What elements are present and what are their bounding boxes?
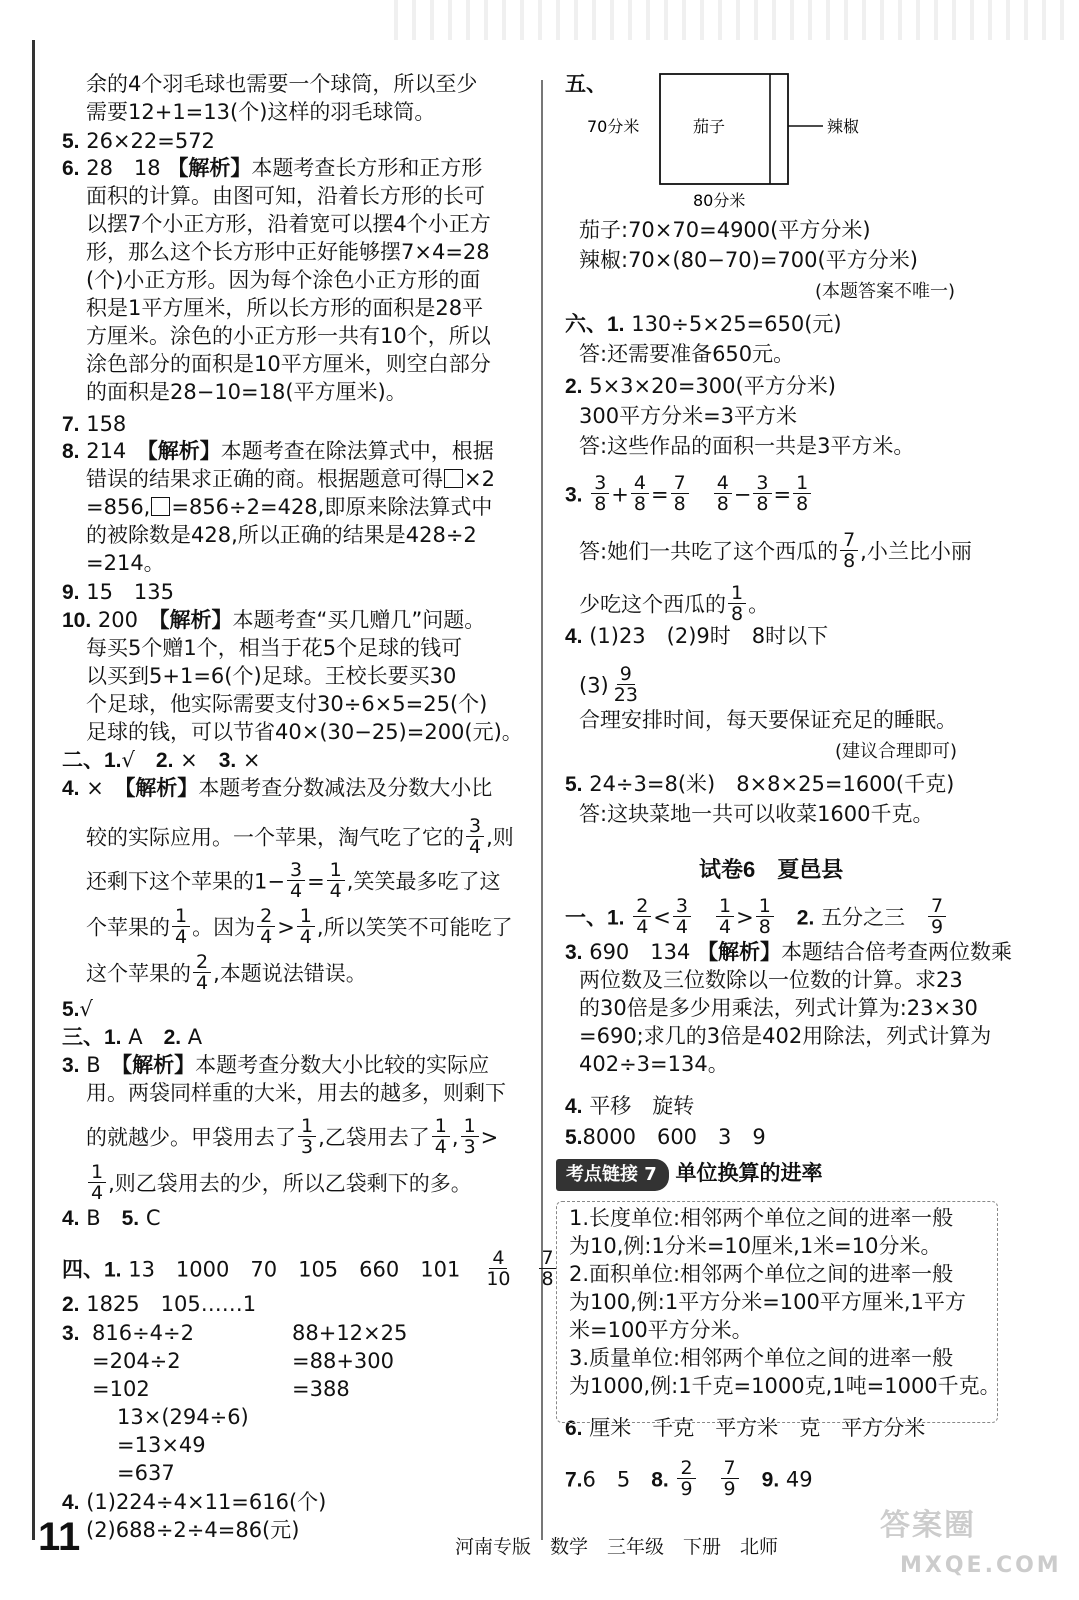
fraction: $\frac{1}{8}$	[756, 896, 774, 937]
text-line: 合理安排时间，每天要保证充足的睡眠。	[579, 708, 957, 732]
test-answer-6: 6. 厘米 千克 平方米 克 平方分米	[565, 1416, 926, 1440]
fraction: $\frac{3}{4}$	[287, 860, 305, 901]
text-line: 答:这些作品的面积一共是3平方米。	[579, 434, 915, 458]
section-4-answer-1: 四、1. 13 1000 70 105 660 101 $\frac{4}{10}$ $\frac{7}{8}$	[62, 1250, 559, 1278]
fraction: $\frac{1}{8}$	[793, 473, 811, 514]
fraction: $\frac{7}{8}$	[671, 473, 689, 514]
text-line: 辣椒:70×(80−70)=700(平方分米)	[579, 248, 918, 272]
text-line: 3.质量单位:相邻两个单位之间的进率一般	[569, 1346, 954, 1370]
text-line: 每买5个赠1个，相当于花5个足球的钱可	[86, 636, 463, 660]
test-answer-5: 5.8000 600 3 9	[565, 1125, 766, 1149]
fraction: $\frac{4}{8}$	[714, 473, 732, 514]
calc-2: =388	[292, 1377, 350, 1401]
section-4-answer-2: 2. 1825 105……1	[62, 1292, 257, 1316]
test-answer-7-8-9: 7.6 5 8. $\frac{2}{9}$ $\frac{7}{9}$ 9. 49	[565, 1457, 813, 1500]
text-line: 还剩下这个苹果的1− $\frac{3}{4}$ = $\frac{1}{4}$ ,笑笑最多吃了这	[86, 859, 501, 902]
text-line: 面积的计算。由图可知，沿着长方形的长可	[86, 184, 485, 208]
calc-3: =637	[117, 1461, 175, 1485]
fraction: $\frac{1}{8}$	[728, 583, 746, 624]
fraction: $\frac{3}{8}$	[591, 473, 609, 514]
text-line: 这个苹果的 $\frac{2}{4}$ ,本题说法错误。	[86, 951, 367, 994]
fraction: $\frac{4}{10}$	[486, 1247, 511, 1290]
fraction: $\frac{1}{4}$	[172, 906, 190, 947]
label-80: 80分米	[693, 191, 746, 210]
section-2-answer-5: 5.√	[62, 997, 93, 1021]
text-line: 余的4个羽毛球也需要一个球筒，所以至少	[86, 72, 478, 96]
text-line: 答:还需要准备650元。	[579, 342, 795, 366]
text-line: =856, =856÷2=428,即原来除法算式中	[86, 495, 493, 519]
text-line: 需要12+1=13(个)这样的羽毛球筒。	[86, 100, 436, 124]
text-line: $\frac{1}{4}$ ,则乙袋用去的少，所以乙袋剩下的多。	[86, 1164, 472, 1192]
text-line: 以买到5+1=6(个)足球。王校长要买30	[86, 664, 457, 688]
answer-7: 7. 158	[62, 412, 127, 436]
text-line: 米=100平方分米。	[569, 1318, 753, 1342]
fraction: $\frac{7}{8}$	[840, 530, 858, 571]
section-4-answer-4: 4. (1)224÷4×11=616(个)	[62, 1490, 327, 1514]
text-line: 少吃这个西瓜的 $\frac{1}{8}$ 。	[579, 582, 770, 625]
blank-box	[151, 497, 170, 516]
text-line: 300平方分米=3平方米	[579, 404, 798, 428]
test-answer-4: 4. 平移 旋转	[565, 1094, 695, 1118]
fraction: $\frac{2}{4}$	[633, 896, 651, 937]
text-line: 个苹果的 $\frac{1}{4}$ 。因为 $\frac{2}{4}$ > $\frac{1}{4}$ ,所以笑笑不可能吃了	[86, 905, 513, 948]
label-eggplant: 茄子	[693, 117, 726, 136]
text-line: 个足球，他实际需要支付30÷6×5=25(个)	[86, 692, 488, 716]
answer-5: 5. 26×22=572	[62, 129, 215, 153]
fraction: $\frac{1}{4}$	[716, 896, 734, 937]
answer-8: 8. 214 【解析】本题考查在除法算式中，根据	[62, 439, 494, 463]
text-line: =214。	[86, 551, 165, 575]
section-3-answers: 三、1. A 2. A	[62, 1025, 203, 1049]
note: (本题答案不唯一)	[815, 281, 956, 302]
watermark-url: MXQE.COM	[900, 1553, 1062, 1578]
text-line: 形，那么这个长方形中正好能够摆7×4=28	[86, 240, 490, 264]
fraction: $\frac{3}{4}$	[673, 896, 691, 937]
fraction: $\frac{1}{4}$	[297, 906, 315, 947]
fraction: $\frac{7}{8}$	[539, 1248, 557, 1289]
column-divider	[541, 80, 543, 1540]
label-70: 70分米	[587, 117, 640, 136]
fraction: $\frac{7}{9}$	[928, 896, 946, 937]
section-2-answers: 二、1.√ 2. × 3. ×	[62, 748, 261, 772]
text-line: 积是1平方厘米，所以长方形的面积是28平	[86, 296, 484, 320]
text-line: 以摆7个小正方形，沿着宽可以摆4个小正方	[86, 212, 491, 236]
left-frame-line	[32, 40, 41, 1540]
answer-10: 10. 200 【解析】本题考查“买几赠几”问题。	[62, 608, 486, 632]
text-line: 较的实际应用。一个苹果，淘气吃了它的 $\frac{3}{4}$ ,则	[86, 815, 514, 858]
calc-2: 88+12×25	[292, 1321, 408, 1345]
text-line: 答:这块菜地一共可以收菜1600千克。	[579, 802, 934, 826]
text-line: (3) $\frac{9}{23}$	[579, 666, 643, 694]
text-line: 的面积是28−10=18(平方厘米)。	[86, 380, 407, 404]
knowledge-link-title: 单位换算的进率	[675, 1162, 823, 1185]
garden-diagram	[565, 70, 1045, 220]
section-2-answer-4: 4. × 【解析】本题考查分数减法及分数大小比	[62, 776, 493, 800]
calc-2: =88+300	[292, 1349, 394, 1373]
text-line: 答:她们一共吃了这个西瓜的 $\frac{7}{8}$ ,小兰比小丽	[579, 529, 972, 572]
fraction: $\frac{7}{9}$	[721, 1458, 739, 1499]
top-decoration	[380, 0, 1070, 40]
calc-1: 816÷4÷2	[92, 1321, 194, 1345]
blank-box	[444, 469, 463, 488]
calc-3: 13×(294÷6)	[117, 1405, 249, 1429]
fraction: $\frac{1}{4}$	[432, 1116, 450, 1157]
text-line: 的被除数是428,所以正确的结果是428÷2	[86, 523, 477, 547]
fraction: $\frac{2}{4}$	[193, 952, 211, 993]
text-line: 为1000,例:1千克=1000克,1吨=1000千克。	[569, 1374, 1001, 1398]
calc-3: =13×49	[117, 1433, 206, 1457]
answer-9: 9. 15 135	[62, 580, 175, 604]
fraction: $\frac{1}{4}$	[327, 860, 345, 901]
text-line: =690;求几的3倍是402用除法，列式计算为	[579, 1024, 992, 1048]
page-number: 11	[38, 1515, 81, 1559]
section-3-answer-3: 3. B 【解析】本题考查分数大小比较的实际应	[62, 1053, 490, 1077]
text-line: 为10,例:1分米=10厘米,1米=10分米。	[569, 1234, 942, 1258]
fraction: $\frac{3}{8}$	[753, 473, 771, 514]
note: (建议合理即可)	[835, 741, 958, 762]
calc-1: =204÷2	[92, 1349, 181, 1373]
section-4-answer-3-label: 3.	[62, 1322, 80, 1345]
fraction: $\frac{9}{23}$	[613, 663, 638, 706]
knowledge-link-box	[556, 1201, 998, 1423]
test-answer-3: 3. 690 134 【解析】本题结合倍考查两位数乘	[565, 940, 1013, 964]
section-5-head: 五、	[565, 73, 607, 96]
text-line: 为100,例:1平方分米=100平方厘米,1平方	[569, 1290, 966, 1314]
section-6-answer-3: 3. $\frac{3}{8}$ + $\frac{4}{8}$ = $\frac{7}{8}$ $\frac{4}{8}$ − $\frac{3}{8}$ = $\frac{1}{8}$	[565, 475, 813, 503]
calc-1: =102	[92, 1377, 150, 1401]
fraction: $\frac{1}{4}$	[88, 1162, 106, 1203]
text-line: 茄子:70×70=4900(平方分米)	[579, 218, 871, 242]
fraction: $\frac{3}{4}$	[466, 816, 484, 857]
label-pepper: 辣椒	[827, 117, 860, 136]
fraction: $\frac{2}{9}$	[677, 1458, 695, 1499]
text-line: 错误的结果求正确的商。根据题意可得 ×2	[86, 467, 495, 491]
knowledge-link-badge: 考点链接 7	[556, 1159, 669, 1191]
section-6-answer-1: 六、1. 130÷5×25=650(元)	[565, 312, 842, 336]
knowledge-link-header	[556, 1159, 822, 1187]
fraction: $\frac{4}{8}$	[631, 473, 649, 514]
text-line: (2)688÷2÷4=86(元)	[86, 1518, 300, 1542]
text-line: 方厘米。涂色的小正方形一共有10个，所以	[86, 324, 491, 348]
text-line: 2.面积单位:相邻两个单位之间的进率一般	[569, 1262, 954, 1286]
fraction: $\frac{1}{3}$	[298, 1116, 316, 1157]
test-title: 试卷6 夏邑县	[699, 857, 844, 882]
section-6-answer-5: 5. 24÷3=8(米) 8×8×25=1600(千克)	[565, 772, 955, 796]
text-line: 两位数及三位数除以一位数的计算。求23	[579, 968, 963, 992]
footer-text: 河南专版 数学 三年级 下册 北师	[455, 1536, 779, 1558]
text-line: 1.长度单位:相邻两个单位之间的进率一般	[569, 1206, 954, 1230]
section-3-answers-4-5: 4. B 5. C	[62, 1206, 161, 1230]
test-answer-1-2: 一、1. $\frac{2}{4}$ < $\frac{3}{4}$ $\frac{1}{4}$ > $\frac{1}{8}$ 2. 五分之三 $\frac{7}{9}$	[565, 898, 948, 926]
fraction: $\frac{1}{3}$	[461, 1116, 479, 1157]
text-line: 402÷3=134。	[579, 1052, 729, 1076]
fraction: $\frac{2}{4}$	[257, 906, 275, 947]
answer-6: 6. 28 18 【解析】本题考查长方形和正方形	[62, 156, 483, 180]
watermark-logo: 答案圈	[880, 1508, 976, 1543]
text-line: 的就越少。甲袋用去了 $\frac{1}{3}$ ,乙袋用去了 $\frac{1}{4}$ , $\frac{1}{3}$ >	[86, 1115, 499, 1158]
text-line: 涂色部分的面积是10平方厘米，则空白部分	[86, 352, 491, 376]
text-line: 的30倍是多少用乘法，列式计算为:23×30	[579, 996, 978, 1020]
section-6-answer-4: 4. (1)23 (2)9时 8时以下	[565, 624, 829, 648]
section-6-answer-2: 2. 5×3×20=300(平方分米)	[565, 374, 836, 398]
text-line: 用。两袋同样重的大米，用去的越多，则剩下	[86, 1081, 506, 1105]
text-line: (个)小正方形。因为每个涂色小正方形的面	[86, 268, 481, 292]
text-line: 足球的钱，可以节省40×(30−25)=200(元)。	[86, 720, 523, 744]
